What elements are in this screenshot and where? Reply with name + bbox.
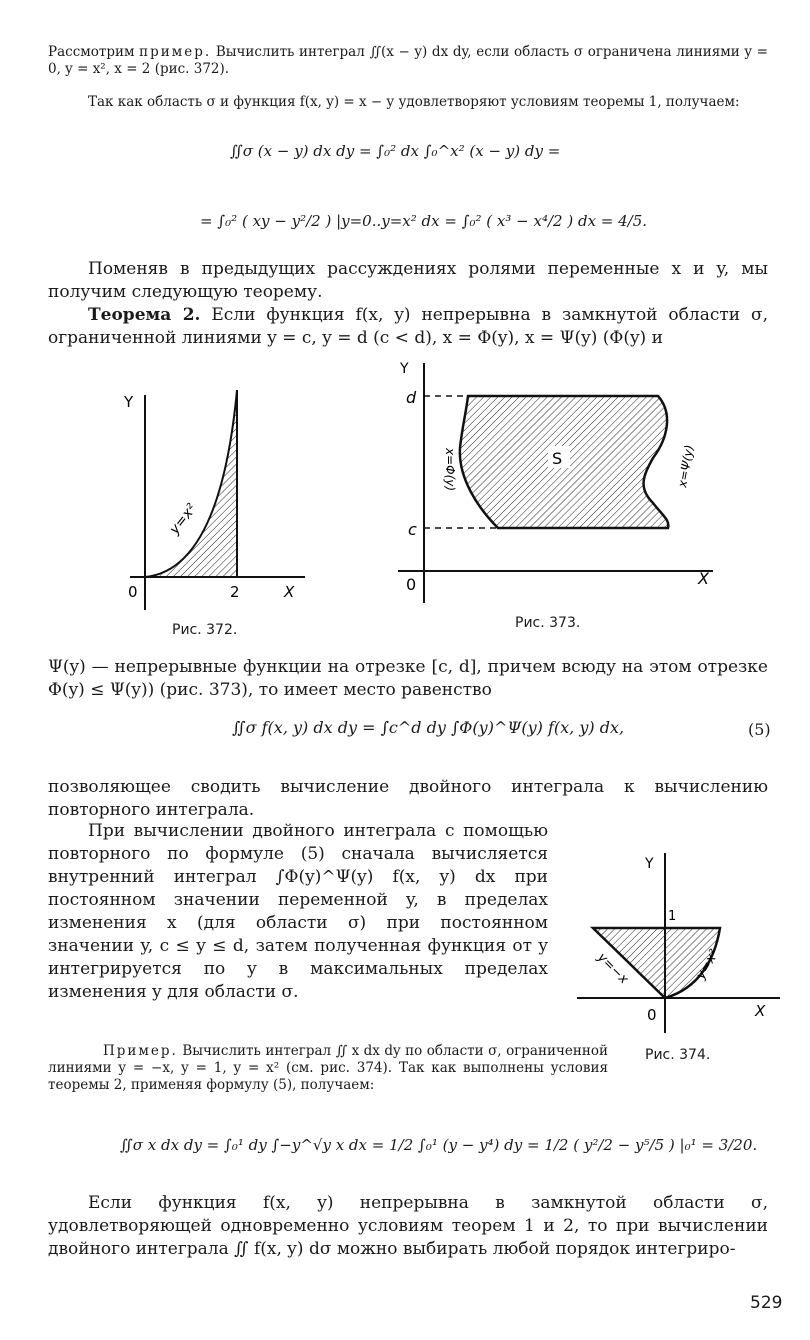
figure-372-caption: Рис. 372.	[172, 622, 238, 638]
figure-374-caption: Рис. 374.	[645, 1047, 711, 1063]
page-number: 529	[750, 1293, 783, 1313]
right-curve-label: y=x²	[693, 947, 723, 982]
example-2-text: Вычислить интеграл ∬ x dx dy по области σ, ограниченной линиями y = −x, y = 1, y = x² (см. рис. 374). Так как выполнены условия теоремы 2, применяя формулу (5), получаем:	[48, 1043, 608, 1093]
y-axis-label: Y	[400, 361, 409, 377]
reduction-paragraph: позволяющее сводить вычисление двойного интеграла к вычислению повторного интеграла.	[48, 777, 768, 820]
theorem-2-continuation: Ψ(y) — непрерывные функции на отрезке [c, d], причем всюду на этом отрезке Φ(y) ≤ Ψ(y)) (рис. 373), то имеет место равенство	[48, 657, 768, 700]
region-label: S	[552, 449, 563, 468]
computation-paragraph: При вычислении двойного интеграла с помощью повторного по формуле (5) сначала вычисляется внутренний интеграл ∫Φ(y)^Ψ(y) f(x, y) dx при постоянном значении переменной y, в пределах изменения x (для области σ) при постоянном значении y, c ≤ y ≤ d, затем полученная функция от y интегрируется по y в максимальных пределах изменения y для области σ.	[48, 821, 548, 1002]
swap-variables-paragraph: Поменяв в предыдущих рассуждениях ролями переменные x и y, мы получим следующую теорему.	[48, 259, 768, 302]
closing-paragraph: Если функция f(x, y) непрерывна в замкнутой области σ, удовлетворяющей одновременно условиям теорем 1 и 2, то при вычислении двойного интеграла ∬ f(x, y) dσ можно выбирать любой порядок интегриро-	[48, 1193, 768, 1259]
x-tick-2: 2	[230, 583, 240, 601]
equation-1-line-2: = ∫₀² ( xy − y²/2 ) |y=0..y=x² dx = ∫₀² ( x³ − x⁴/2 ) dx = 4/5.	[200, 212, 648, 230]
example-2-label: Пример.	[103, 1043, 178, 1059]
figure-374	[575, 848, 785, 1038]
origin-label: 0	[647, 1006, 657, 1024]
tick-one: 1	[668, 909, 677, 924]
curve-label: y=x²	[166, 500, 201, 538]
example-1-paragraph	[48, 44, 768, 78]
example-1-text: Вычислить интеграл ∬(x − y) dx dy, если область σ ограничена линиями y = 0, y = x², x = 2 (рис. 372).	[48, 44, 768, 77]
c-label: c	[408, 520, 417, 539]
figure-373	[388, 358, 718, 608]
equation-5: ∬σ f(x, y) dx dy = ∫c^d dy ∫Φ(y)^Ψ(y) f(x, y) dx,	[232, 718, 625, 737]
theorem-2	[48, 304, 768, 350]
equation-1-line-1: ∬σ (x − y) dx dy = ∫₀² dx ∫₀^x² (x − y) dy =	[230, 142, 561, 160]
y-axis-label: Y	[124, 393, 134, 411]
theorem-2-label: Теорема 2.	[88, 305, 201, 325]
origin-label: 0	[128, 583, 138, 601]
x-axis-label: X	[698, 569, 709, 588]
figure-372	[110, 385, 310, 615]
y-axis-label: Y	[645, 856, 654, 872]
figure-373-caption: Рис. 373.	[515, 615, 581, 631]
theorem1-application: Так как область σ и функция f(x, y) = x − y удовлетворяют условиям теоремы 1, получаем:	[88, 94, 740, 110]
region-sigma	[145, 390, 237, 577]
right-boundary-label: x=Ψ(y)	[675, 443, 697, 489]
example-2-paragraph	[48, 1043, 608, 1094]
example-word: Рассмотрим	[48, 44, 135, 60]
x-axis-label: X	[284, 583, 295, 601]
example-label: пример.	[139, 44, 212, 60]
origin-label: 0	[406, 575, 417, 594]
d-label: d	[406, 388, 417, 407]
x-axis-label: X	[755, 1002, 766, 1020]
left-line-label: y=−x	[594, 950, 632, 988]
theorem-2-text: Если функция f(x, y) непрерывна в замкнутой области σ, ограниченной линиями y = c, y = d (c < d), x = Φ(y), x = Ψ(y) (Φ(y) и	[48, 305, 768, 348]
left-boundary-label: x=Φ(y)	[443, 448, 457, 492]
equation-5-number: (5)	[748, 720, 771, 739]
equation-2: ∬σ x dx dy = ∫₀¹ dy ∫−y^√y x dx = 1/2 ∫₀¹ (y − y⁴) dy = 1/2 ( y²/2 − y⁵/5 ) |₀¹ = 3/20.	[120, 1136, 758, 1154]
